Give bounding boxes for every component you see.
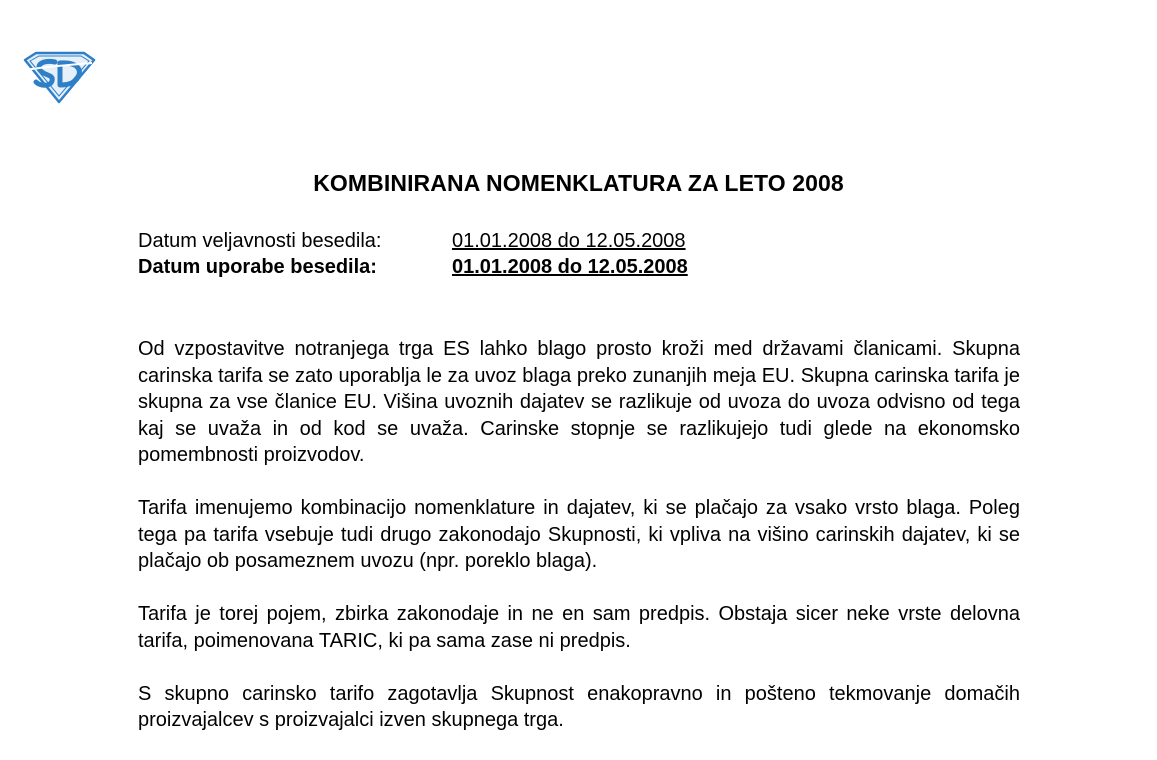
paragraph: Od vzpostavitve notranjega trga ES lahko blago prosto kroži med državami članicami. Skupna carinska tarifa se zato uporablja le za uvoz blaga preko zunanjih meja EU. Skupna carinska tarifa je skupna za vse članice EU. Višina uvoznih dajatev se razlikuje od uvoza do uvoza odvisno od tega kaj se uvaža in od kod se uvaža. Carinske stopnje se razlikujejo tudi glede na ekonomsko pomembnosti proizvodov.: [138, 338, 1020, 466]
paragraph: Tarifa je torej pojem, zbirka zakonodaje in ne en sam predpis. Obstaja sicer neke vrste delovna tarifa, poimenovana TARIC, ki pa sama zase ni predpis.: [138, 603, 1020, 652]
document-dates: [138, 228, 688, 280]
paragraph: Tarifa imenujemo kombinacijo nomenklature in dajatev, ki se plačajo za vsako vrsto blaga. Poleg tega pa tarifa vsebuje tudi drugo zakonodajo Skupnosti, ki vpliva na višino carinskih dajatev, ki se plačajo ob posameznem uvozu (npr. poreklo blaga).: [138, 497, 1020, 572]
usage-date-row: [138, 254, 688, 280]
sd-shield-logo-icon: [22, 50, 96, 104]
validity-date-row: [138, 228, 688, 254]
document-title: KOMBINIRANA NOMENKLATURA ZA LETO 2008: [313, 170, 844, 196]
paragraph: S skupno carinsko tarifo zagotavlja Skupnost enakopravno in pošteno tekmovanje domačih proizvajalcev s proizvajalci izven skupnega trga.: [138, 682, 1020, 731]
usage-date-label: Datum uporabe besedila:: [138, 256, 377, 278]
validity-date-value: 01.01.2008 do 12.05.2008: [452, 230, 686, 252]
validity-date-label: Datum veljavnosti besedila:: [138, 230, 382, 252]
usage-date-value: 01.01.2008 do 12.05.2008: [452, 256, 688, 278]
document-body: [138, 336, 1020, 760]
